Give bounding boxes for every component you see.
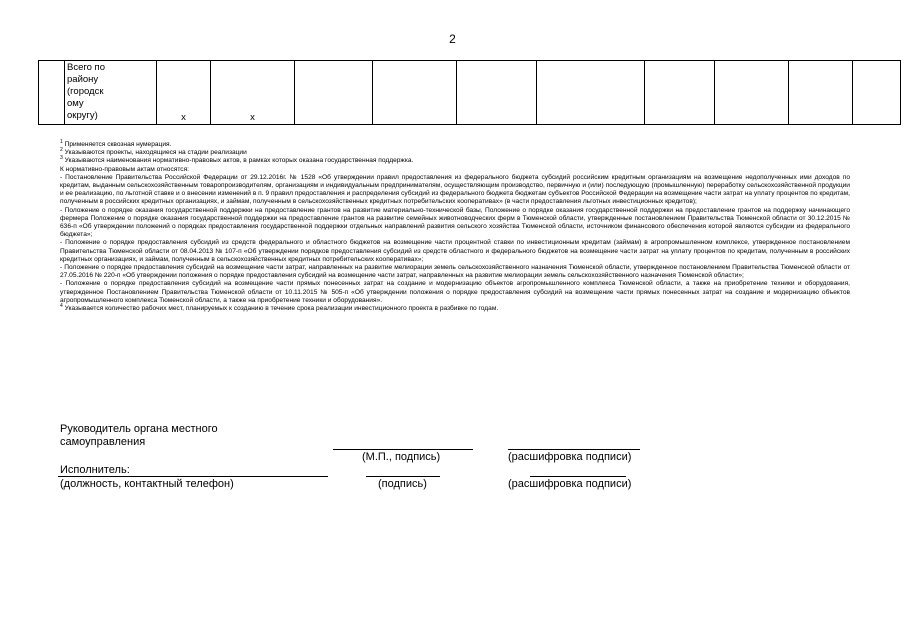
table-cell — [645, 61, 715, 125]
footnote-3 — [60, 157, 850, 165]
page-number: 2 — [449, 32, 456, 46]
footnote-mark: 4 — [60, 302, 63, 309]
footnote-mark: 2 — [60, 147, 63, 154]
act-paragraph: - Постановление Правительства Российской Федерации от 29.12.2016г. № 1528 «Об утверждении правил предоставления из федерального бюджета субсидий российским кредитным организациям на возмещение недополученных ими доходов по кредитам, выданным сельскохозяйственным товаропроизводителям, организациям и индивидуальным предпринимателям, осуществляющим производство, первичную и (или) последующую (промышленную) переработку сельскохозяйственной продукции и ее реализацию, по льготной ставке и о внесении изменений в п. 9 правил предоставления и распределения субсидий из федерального бюджета бюджетам субъектов Российской Федерации на возмещение части затрат на уплату процентов по кредитам, полученным в российских кредитных организациях, и займам, полученным в сельскохозяйственных кредитных потребительских кооперативах» (в части предоставления льготных инвестиционных кредитов); — [60, 173, 850, 206]
signature-line-head — [333, 449, 473, 450]
head-title-line-2: самоуправления — [60, 436, 146, 448]
mp-signature-caption: (М.П., подпись) — [362, 451, 441, 463]
table-cell — [295, 61, 373, 125]
row-label-line: Всего по — [67, 62, 105, 73]
decode-line-executor — [530, 476, 626, 477]
table-cell — [853, 61, 901, 125]
footnote-1 — [60, 138, 850, 149]
table-cell — [39, 61, 65, 125]
footnote-text: Применяется сквозная нумерация. — [62, 141, 172, 148]
executor-line — [58, 476, 328, 477]
footnote-mark: 1 — [60, 138, 63, 145]
act-paragraph: - Положение о порядке предоставления субсидий из средств федерального и областного бюджетов на возмещение части процентной ставки по инвестиционным кредитам (займам) в агропромышленном комплексе, утвержденное постановлением Правительства Тюменской области от 08.04.2013 № 107-п «Об утверждении порядков предоставления субсидий из средств областного и федерального бюджетов на возмещение части затрат на уплату процентов по кредитам, полученным в российских кредитных организациях, и займам, полученным в сельскохозяйственных кредитных потребительских кооперативах»; — [60, 239, 850, 263]
row-label-line: (городск — [67, 86, 104, 97]
footnote-text: Указывается количество рабочих мест, планируемых к созданию в течение срока реализации инвестиционного проекта в разбивке по годам. — [62, 305, 499, 313]
act-paragraph: - Положение о порядке предоставления субсидий на возмещение части затрат, направленных на развитие мелиорации земель сельскохозяйственного назначения Тюменской области, утвержденное постановлением Правительства Тюменской области от 27.05.2016 № 220-п «Об утверждении положения о порядке предоставления субсидий на возмещение части затрат, направленных на развитие мелиорации земель сельскохозяйственного назначения Тюменской области»; — [60, 264, 850, 280]
decode-caption-executor: (расшифровка подписи) — [508, 478, 632, 490]
table-cell — [373, 61, 457, 125]
acts-intro: К нормативно-правовым актам относятся: — [60, 165, 189, 173]
footnote-mark: 3 — [60, 155, 63, 162]
sign-caption-executor: (подпись) — [378, 478, 427, 490]
act-paragraph: - Положение о порядке предоставления субсидий на возмещение части прямых понесенных затрат на создание и модернизацию объектов агропромышленного комплекса Тюменской области, а также на приобретение техники и оборудования, утвержденное Постановлением Правительства Тюменской области от 10.11.2015 № 505-п «Об утверждении положения о порядке предоставления субсидий на возмещение части прямых понесенных затрат на создание и модернизацию объектов агропромышленного комплекса Тюменской области, а также на приобретение техники и оборудования». — [60, 280, 850, 304]
decode-caption-head: (расшифровка подписи) — [508, 451, 632, 463]
table-cell — [457, 61, 537, 125]
row-label-line: ому — [67, 98, 84, 109]
footnote-4 — [60, 302, 850, 313]
row-label-total — [65, 61, 157, 125]
signature-line-executor — [366, 476, 440, 477]
executor-caption: (должность, контактный телефон) — [60, 478, 234, 490]
table-row-total — [39, 61, 901, 125]
head-title-line-1: Руководитель органа местного — [60, 423, 218, 435]
executor-label: Исполнитель: — [60, 464, 130, 476]
table-cell — [715, 61, 789, 125]
act-paragraph: - Положение о порядке оказания государственной поддержки на предоставление грантов на развитие материально-технической базы, Положение о порядке оказания государственной поддержки на предоставление грантов на поддержку начинающего фермера Положение о порядке оказания государственной поддержки на предоставление грантов на развитие семейных животноводческих ферм в Тюменской области, утвержденные постановлением Правительства Тюменской области от 30.12.2015 № 636-п «Об утверждении положений о порядках предоставления государственной поддержки отдельных направлений развития сельского хозяйства Тюменской области, источником финансового обеспечения которой являются субсидии из федерального бюджета»; — [60, 206, 850, 239]
row-label-line: округу) — [67, 110, 98, 121]
row-label-line: району — [67, 74, 99, 85]
footnotes — [60, 138, 850, 313]
decode-line-head — [508, 449, 640, 450]
table-cell — [537, 61, 645, 125]
footnote-text: Указываются наименования нормативно-правовых актов, в рамках которых оказана государственная поддержка. — [62, 157, 414, 165]
summary-table — [38, 60, 901, 125]
footnote-text: Указываются проекты, находящиеся на стадии реализации — [62, 149, 247, 157]
table-cell: x — [211, 61, 295, 125]
table-cell — [789, 61, 853, 125]
table-cell: x — [157, 61, 211, 125]
